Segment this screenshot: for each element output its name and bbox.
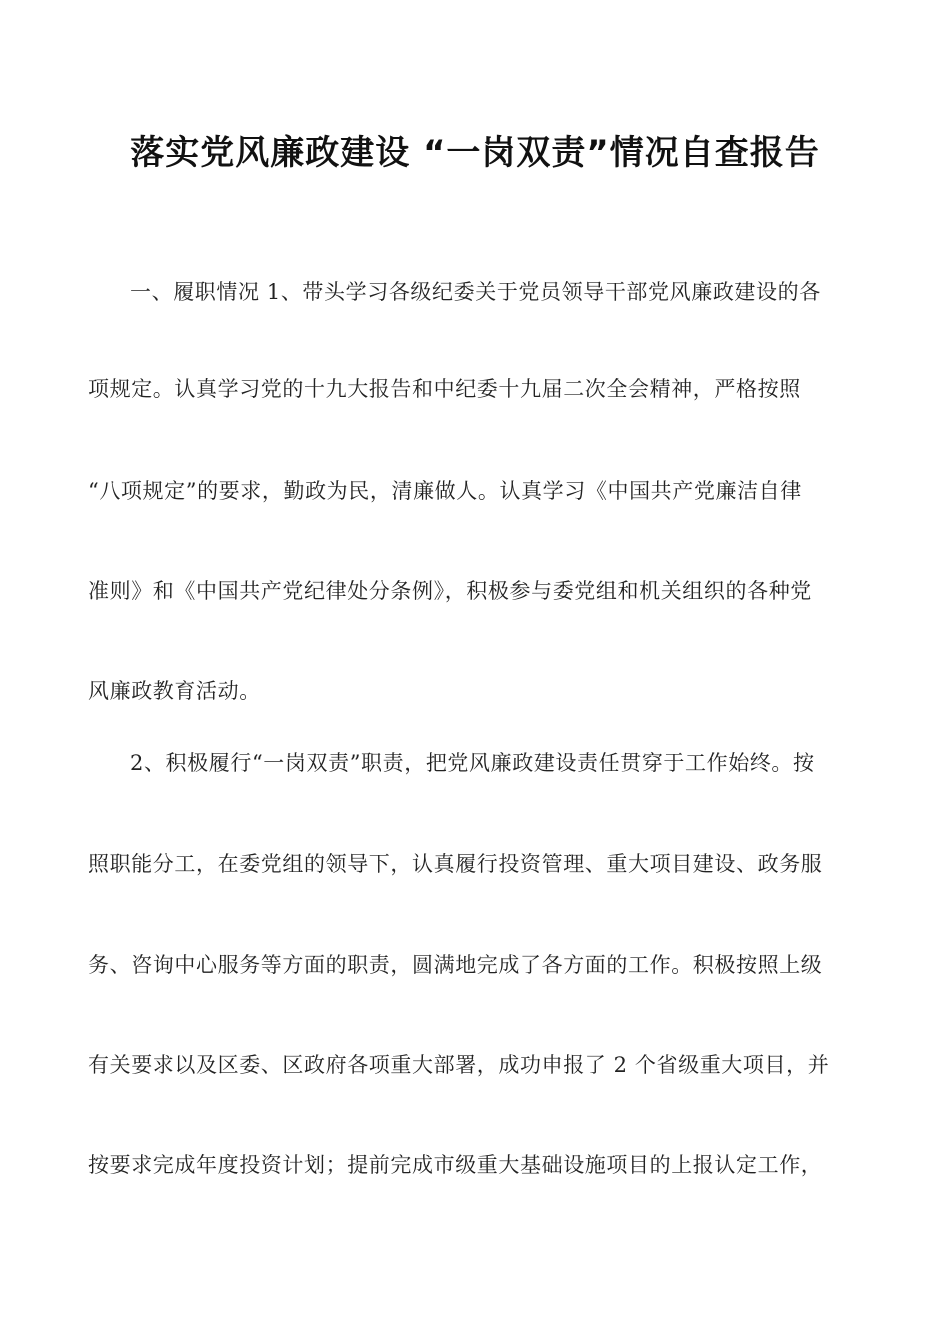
paragraph-line: 有关要求以及区委、区政府各项重大部署，成功申报了 2 个省级重大项目，并 <box>88 1053 830 1077</box>
paragraph-line: 2、积极履行“一岗双责”职责，把党风廉政建设责任贯穿于工作始终。按 <box>130 751 815 775</box>
paragraph-line: 照职能分工，在委党组的领导下，认真履行投资管理、重大项目建设、政务服 <box>88 852 823 876</box>
paragraph-line: 一、履职情况 1、带头学习各级纪委关于党员领导干部党风廉政建设的各 <box>130 280 821 304</box>
paragraph-line: 准则》和《中国共产党纪律处分条例》，积极参与委党组和机关组织的各种党 <box>88 579 812 603</box>
paragraph-line: 项规定。认真学习党的十九大报告和中纪委十九届二次全会精神，严格按照 <box>88 377 801 401</box>
paragraph-line: 务、咨询中心服务等方面的职责，圆满地完成了各方面的工作。积极按照上级 <box>88 953 823 977</box>
paragraph-line: 按要求完成年度投资计划；提前完成市级重大基础设施项目的上报认定工作， <box>88 1153 823 1177</box>
paragraph-line: “八项规定”的要求，勤政为民，清廉做人。认真学习《中国共产党廉洁自律 <box>88 479 802 503</box>
paragraph-line: 风廉政教育活动。 <box>88 679 261 703</box>
document-title: 落实党风廉政建设 “一岗双责”情况自查报告 <box>130 133 820 173</box>
